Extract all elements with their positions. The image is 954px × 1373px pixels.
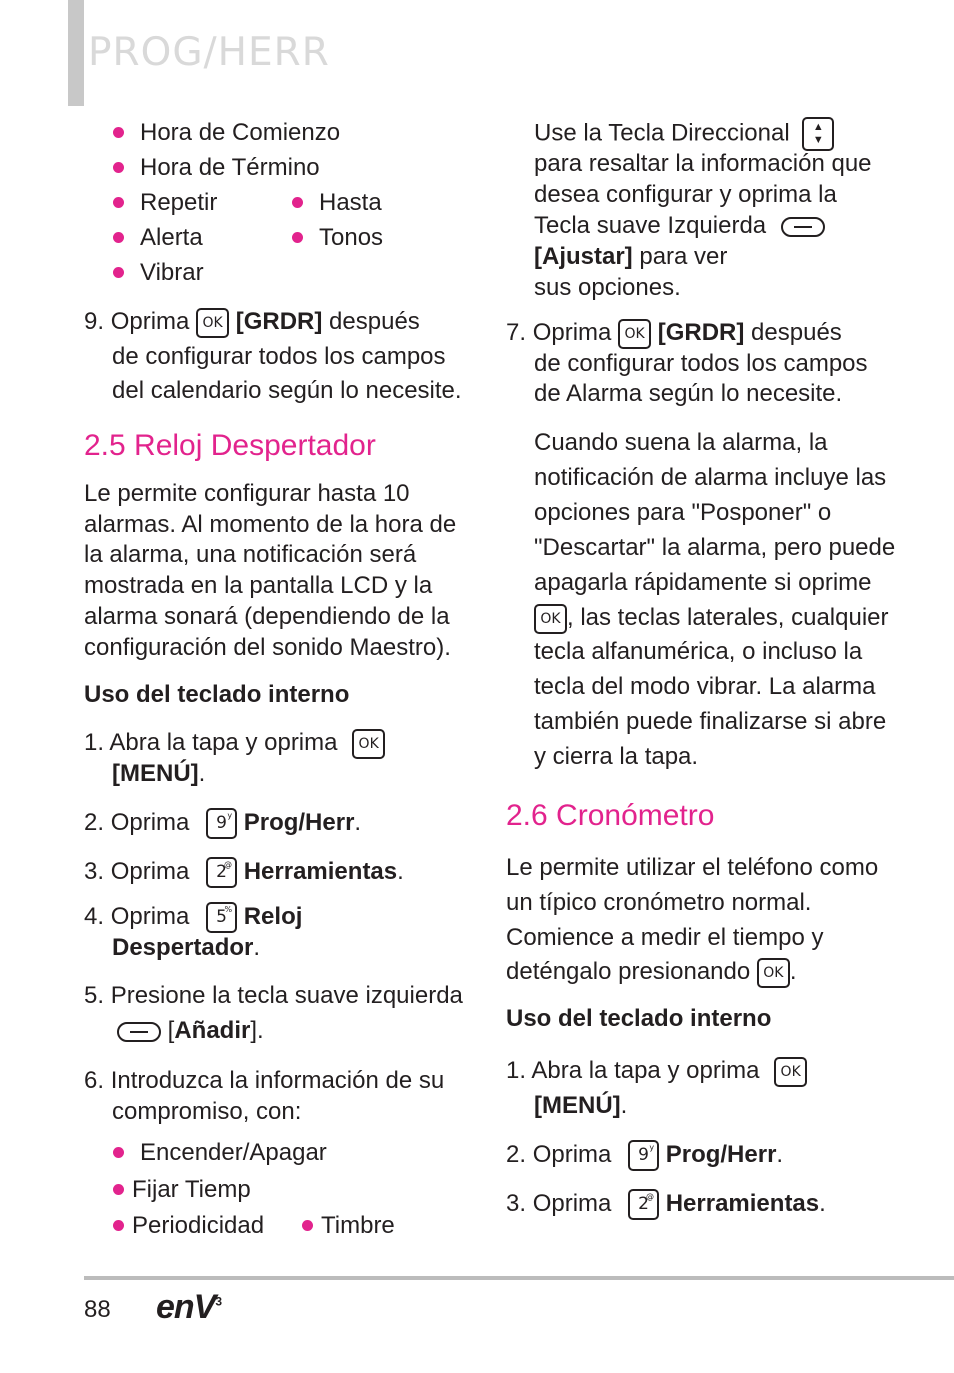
step-key-label: Añadir <box>174 1017 251 1044</box>
step-key-label: Prog/Herr <box>665 1141 777 1168</box>
step-5 <box>84 980 463 1011</box>
punct: . <box>253 934 261 961</box>
para1-line: sus opciones. <box>534 274 681 301</box>
para1-line <box>534 210 825 241</box>
step-key-label: [MENÚ] <box>534 1092 621 1119</box>
step-3 <box>84 856 404 888</box>
para2-line: opciones para "Posponer" o <box>534 499 832 526</box>
key-digit: 2 <box>216 862 227 883</box>
subheading: Uso del teclado interno <box>506 1005 772 1032</box>
step-text: Presione la tecla suave izquierda <box>110 982 463 1009</box>
step-number: 1. <box>506 1057 527 1084</box>
step-4 <box>84 901 302 933</box>
intro-line: alarmas. Al momento de la hora de <box>84 511 457 538</box>
punct: . <box>620 1092 628 1119</box>
key-2-icon <box>206 857 237 888</box>
para2-line: Cuando suena la alarma, la <box>534 429 828 456</box>
ok-key-icon: OK <box>757 958 790 988</box>
bullet-dot <box>113 127 124 138</box>
step-9-line: de configurar todos los campos <box>112 343 446 370</box>
step-number: 2. <box>506 1141 527 1168</box>
punct: . <box>819 1190 826 1217</box>
intro-line: alarma sonará (dependiendo de la <box>84 603 450 630</box>
bullet-dot <box>113 1147 124 1158</box>
key-sup: % <box>224 905 233 915</box>
intro-line: Le permite utilizar el teléfono como <box>506 854 879 881</box>
intro-line: un típico cronómetro normal. <box>506 889 812 916</box>
para1-line <box>534 117 834 151</box>
step-9-line: del calendario según lo necesite. <box>112 377 462 404</box>
step-text: Oprima <box>110 308 190 335</box>
step-key-label: Herramientas <box>243 858 398 885</box>
step-key-label: Reloj <box>243 903 303 930</box>
page-header-title: PROG/HERR <box>88 30 330 75</box>
step-text: Oprima <box>532 1141 612 1168</box>
intro-line: mostrada en la pantalla LCD y la <box>84 572 433 599</box>
logo-text: enV <box>156 1288 216 1326</box>
para2-line: y cierra la tapa. <box>534 743 699 770</box>
step-1-line <box>534 1090 627 1121</box>
bullet-dot <box>113 1184 124 1195</box>
step-3 <box>506 1188 826 1220</box>
step-key-label: [MENÚ] <box>112 760 199 787</box>
para2-line: también puede finalizarse si abre <box>534 708 887 735</box>
para-text: para ver <box>639 243 728 270</box>
punct: . <box>397 858 404 885</box>
intro-line: configuración del sonido Maestro). <box>84 634 451 661</box>
para2-line <box>534 602 889 634</box>
bullet-dot <box>292 197 303 208</box>
key-sup: @ <box>224 860 233 870</box>
bullet-dot <box>302 1220 313 1231</box>
para-text: Tecla suave Izquierda <box>534 212 767 239</box>
para-text: Use la Tecla Direccional <box>534 119 790 147</box>
bullet-item: Hasta <box>319 189 382 216</box>
logo-sup: 3 <box>215 1294 222 1309</box>
para1-line: desea configurar y oprima la <box>534 181 837 208</box>
step-2 <box>84 807 361 839</box>
bullet-item: Repetir <box>140 189 218 216</box>
step-text: Introduzca la información de su <box>110 1067 445 1094</box>
step-key-label: [Ajustar] <box>534 243 633 270</box>
key-9-icon <box>206 808 237 839</box>
ok-key-icon: OK <box>352 729 385 759</box>
bullet-item: Tonos <box>319 224 384 251</box>
punct: . <box>354 809 362 836</box>
intro-line: Le permite configurar hasta 10 <box>84 480 410 507</box>
page-number: 88 <box>84 1296 111 1323</box>
footer-rule <box>84 1276 954 1280</box>
intro-line: Comience a medir el tiempo y <box>506 924 824 951</box>
step-5-line <box>117 1015 264 1046</box>
para2-line: "Descartar" la alarma, pero puede <box>534 534 896 561</box>
step-1-line <box>112 758 205 789</box>
step-number: 3. <box>506 1190 527 1217</box>
key-sup: y <box>227 811 233 821</box>
step-1 <box>506 1055 807 1087</box>
step-number: 1. <box>84 729 105 756</box>
key-sup: @ <box>646 1192 655 1202</box>
step-6-line: compromiso, con: <box>112 1098 302 1125</box>
para1-line: para resaltar la información que <box>534 150 872 177</box>
ok-key-icon: OK <box>774 1057 807 1087</box>
key-sup: y <box>649 1143 655 1153</box>
section-title-reloj-despertador: 2.5 Reloj Despertador <box>84 429 376 462</box>
step-text: Abra la tapa y oprima <box>531 1057 760 1084</box>
bullet-item: Fijar Tiemp <box>132 1176 251 1203</box>
step-number: 3. <box>84 858 105 885</box>
bullet-dot <box>113 197 124 208</box>
step-text: después <box>751 319 842 346</box>
step-text: Oprima <box>110 809 190 836</box>
step-6 <box>84 1065 444 1096</box>
step-key-label: Prog/Herr <box>243 809 355 836</box>
para-text: , las teclas laterales, cualquier <box>567 604 889 631</box>
step-key-label: Despertador <box>112 934 254 961</box>
step-text: después <box>329 308 420 335</box>
para2-line: apagarla rápidamente si oprime <box>534 569 872 596</box>
bullet-dot <box>292 232 303 243</box>
step-number: 6. <box>84 1067 105 1094</box>
punct: . <box>198 760 206 787</box>
para2-line: notificación de alarma incluye las <box>534 464 887 491</box>
para1-line <box>534 241 727 272</box>
punct: ]. <box>250 1017 264 1044</box>
step-text: Abra la tapa y oprima <box>109 729 338 756</box>
step-text: Oprima <box>532 1190 612 1217</box>
step-number: 4. <box>84 903 105 930</box>
step-key-label: Herramientas <box>665 1190 820 1217</box>
bullet-item: Timbre <box>321 1212 395 1239</box>
para2-line: tecla alfanumérica, o incluso la <box>534 638 863 665</box>
step-text: Oprima <box>110 903 190 930</box>
step-7 <box>506 317 842 349</box>
step-number: 9. <box>84 308 105 335</box>
bullet-dot <box>113 267 124 278</box>
key-9-icon <box>628 1140 659 1171</box>
intro-line <box>506 956 797 988</box>
bullet-dot <box>113 1220 124 1231</box>
step-key-label: [GRDR] <box>235 308 323 335</box>
bullet-item: Vibrar <box>140 259 204 286</box>
subheading: Uso del teclado interno <box>84 681 350 708</box>
bullet-item: Alerta <box>140 224 203 251</box>
step-1 <box>84 727 385 759</box>
brand-logo <box>156 1288 221 1327</box>
step-9 <box>84 306 420 338</box>
bullet-item: Encender/Apagar <box>140 1139 327 1166</box>
step-number: 5. <box>84 982 105 1009</box>
intro-line: la alarma, una notificación será <box>84 541 417 568</box>
punct: . <box>776 1141 784 1168</box>
step-number: 7. <box>506 319 527 346</box>
bullet-item: Hora de Término <box>140 154 320 181</box>
left-soft-key-icon <box>781 217 825 237</box>
key-digit: 9 <box>638 1145 649 1166</box>
bullet-item: Periodicidad <box>132 1212 265 1239</box>
step-text: Oprima <box>532 319 612 346</box>
step-key-label: [GRDR] <box>657 319 745 346</box>
step-text: Oprima <box>110 858 190 885</box>
key-2-icon <box>628 1189 659 1220</box>
ok-key-icon: OK <box>534 604 567 634</box>
step-number: 2. <box>84 809 105 836</box>
section-title-cronometro: 2.6 Cronómetro <box>506 799 715 832</box>
left-soft-key-icon <box>117 1022 161 1042</box>
ok-key-icon: OK <box>618 319 651 349</box>
step-4-line <box>112 932 260 963</box>
bullet-item: Hora de Comienzo <box>140 119 341 146</box>
header-bar <box>68 0 84 106</box>
step-2 <box>506 1139 783 1171</box>
step-7-line: de Alarma según lo necesite. <box>534 380 843 407</box>
para-text: deténgalo presionando <box>506 958 751 985</box>
step-7-line: de configurar todos los campos <box>534 350 868 377</box>
bullet-dot <box>113 162 124 173</box>
punct: [ <box>167 1017 175 1044</box>
directional-key-icon: ▲ ▼ <box>802 117 834 151</box>
para2-line: tecla del modo vibrar. La alarma <box>534 673 876 700</box>
ok-key-icon: OK <box>196 308 229 338</box>
bullet-dot <box>113 232 124 243</box>
key-5-icon <box>206 902 237 933</box>
key-digit: 5 <box>216 907 227 928</box>
key-digit: 2 <box>638 1194 649 1215</box>
key-digit: 9 <box>216 813 227 834</box>
punct: . <box>789 958 797 985</box>
